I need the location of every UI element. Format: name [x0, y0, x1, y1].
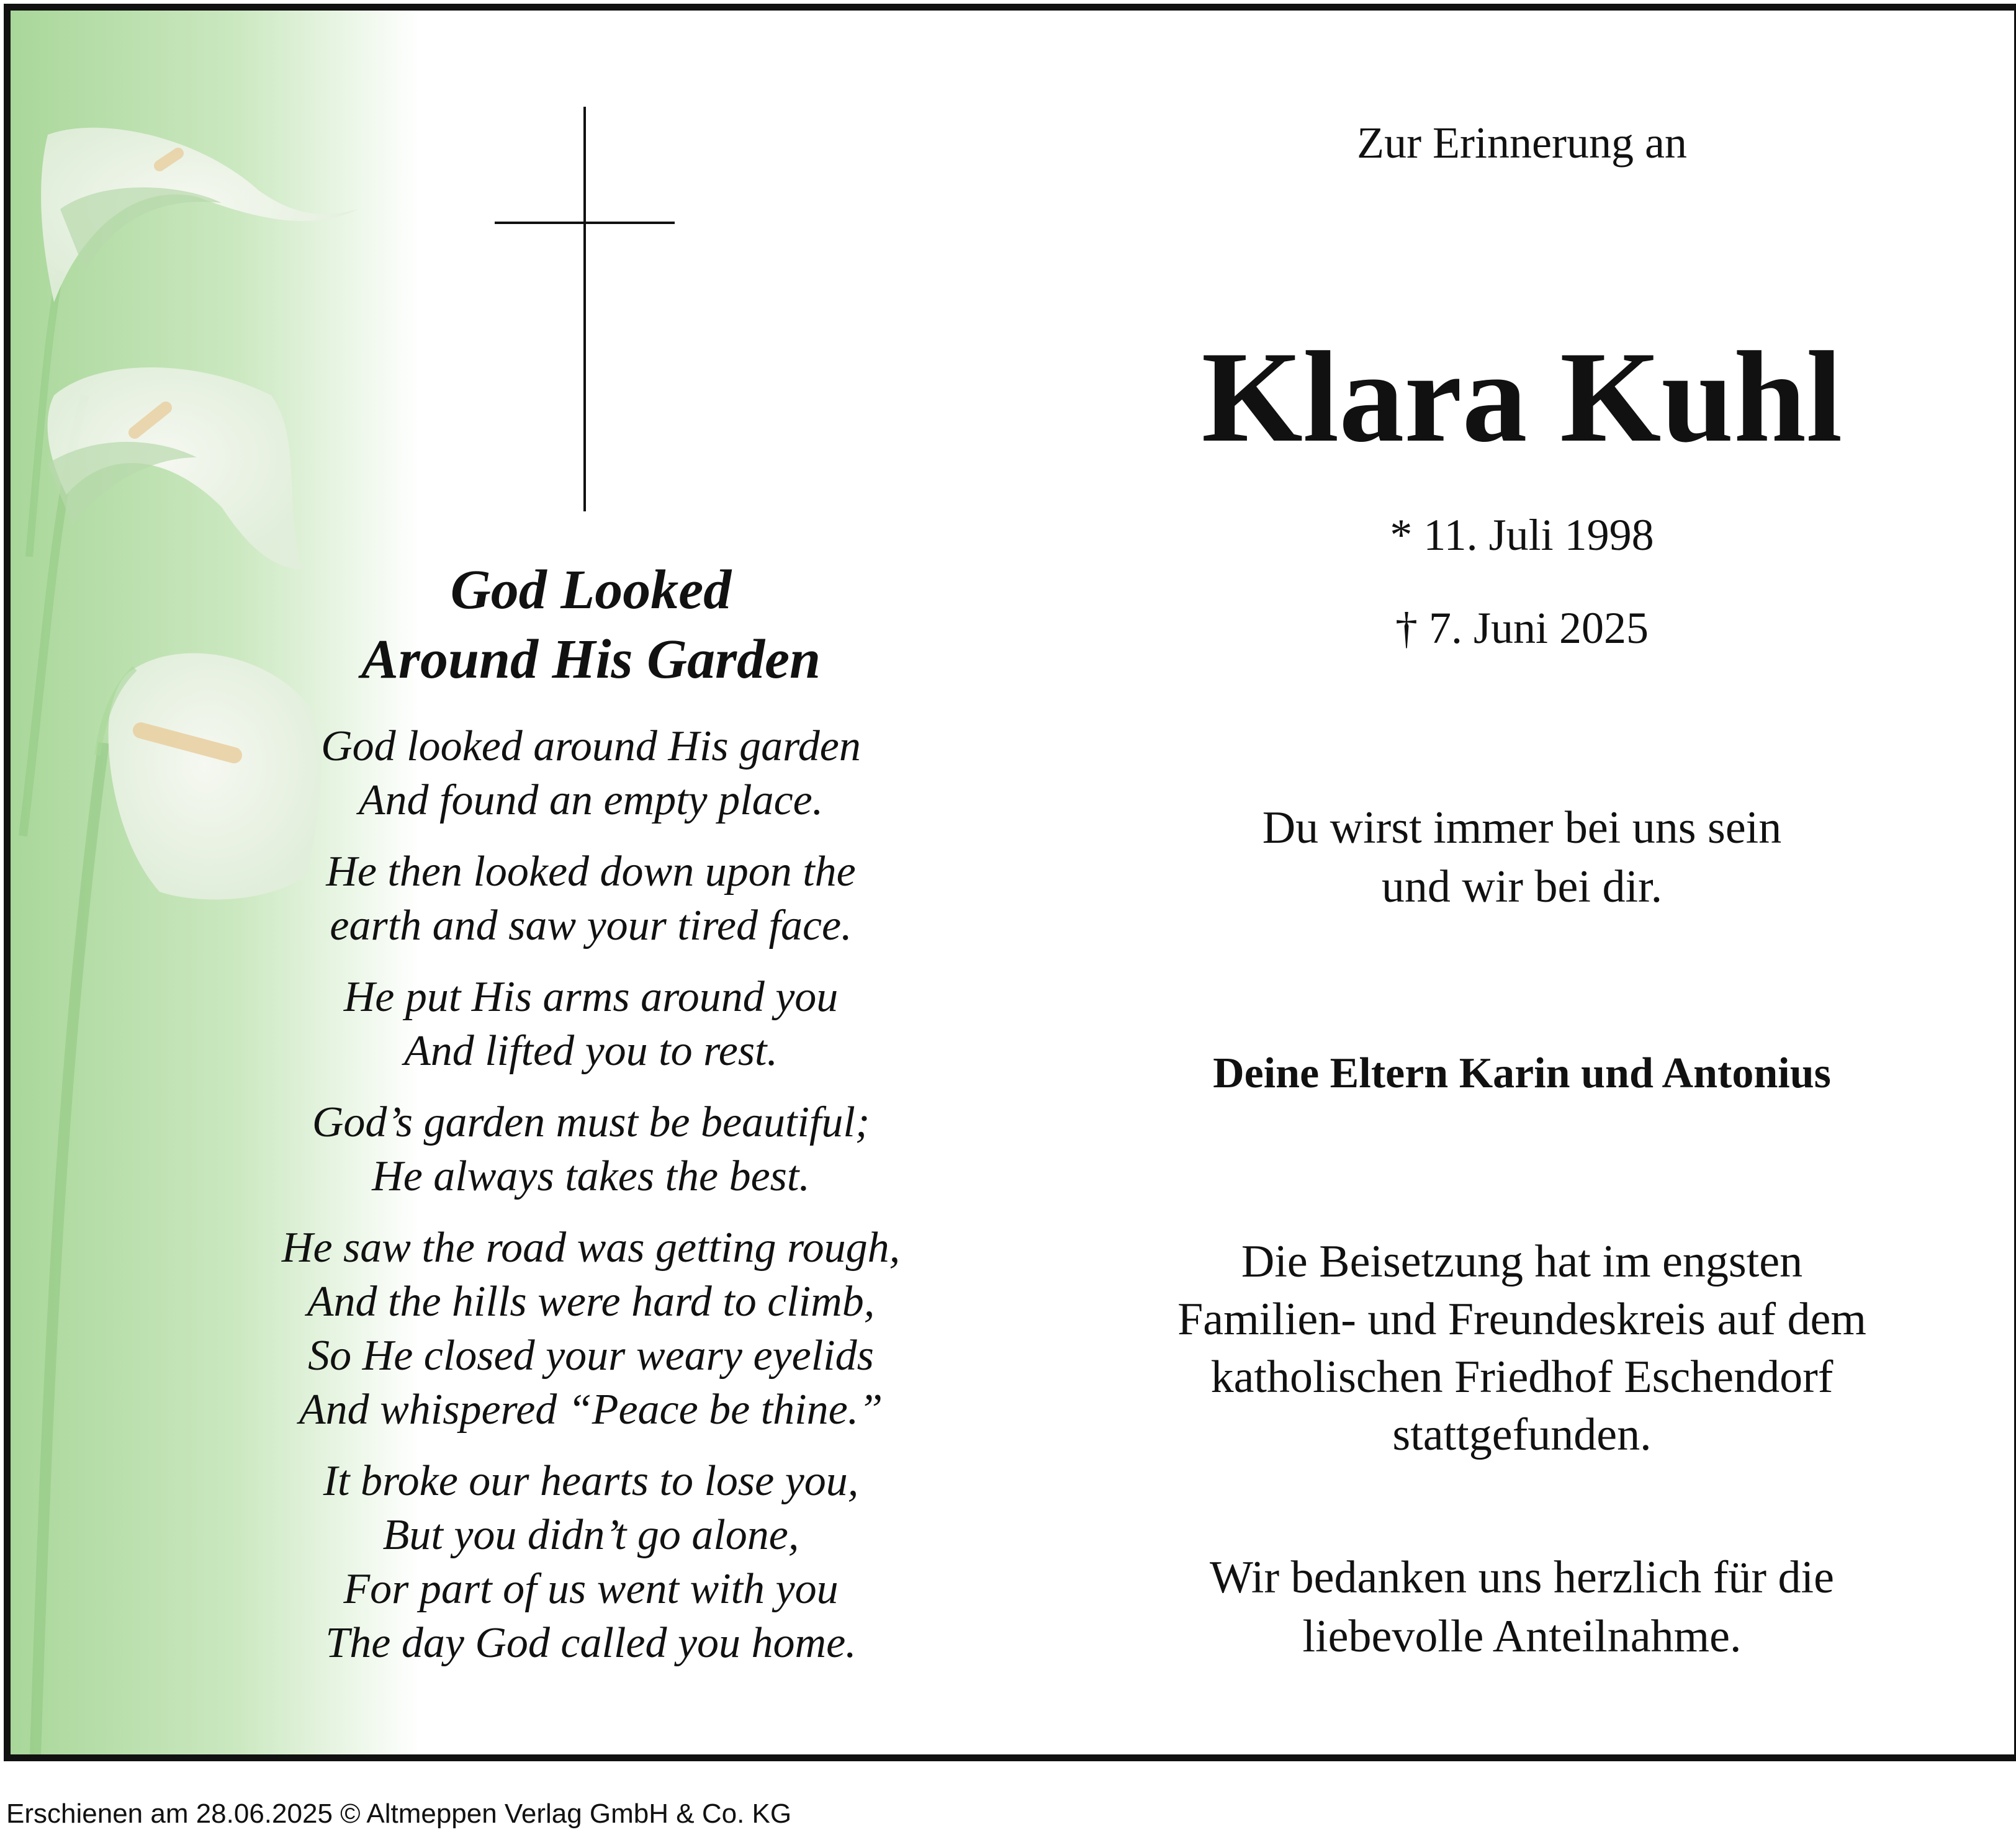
poem-title — [110, 555, 1072, 694]
remembrance-intro: Zur Erinnerung an — [1357, 118, 1687, 168]
farewell-quote — [1084, 799, 1960, 917]
thanks-line: Wir bedanken uns herzlich für die — [1210, 1552, 1834, 1603]
poem-line: He then looked down upon the — [326, 848, 856, 896]
poem-line: He put His arms around you — [343, 973, 839, 1021]
poem-body — [110, 719, 1072, 1687]
publication-footer: Erschienen am 28.06.2025 © Altmeppen Verlag GmbH & Co. KG — [6, 1798, 792, 1829]
burial-line: stattgefunden. — [1392, 1409, 1652, 1460]
burial-line: katholischen Friedhof Eschendorf — [1210, 1352, 1834, 1403]
poem-line: It broke our hearts to lose you, — [323, 1457, 859, 1505]
poem-line: He saw the road was getting rough, — [281, 1224, 901, 1272]
deceased-name: Klara Kuhl — [1201, 325, 1843, 469]
poem-line: For part of us went with you — [343, 1565, 839, 1613]
quote-line: und wir bei dir. — [1381, 861, 1663, 912]
burial-line: Familien- und Freundeskreis auf dem — [1177, 1294, 1866, 1345]
quote-line: Du wirst immer bei uns sein — [1262, 802, 1782, 853]
poem-line: But you didn’t go alone, — [382, 1511, 799, 1559]
poem-line: The day God called you home. — [325, 1619, 857, 1667]
poem-stanza — [110, 845, 1072, 953]
obituary-card — [4, 4, 2016, 1761]
death-date: † 7. Juni 2025 — [1395, 603, 1649, 653]
poem-stanza — [110, 1095, 1072, 1203]
poem-title-line: God Looked — [450, 559, 732, 621]
mourners-signature: Deine Eltern Karin und Antonius — [1213, 1049, 1831, 1097]
poem-stanza — [110, 1221, 1072, 1437]
poem-line: earth and saw your tired face. — [330, 902, 852, 950]
poem-line: So He closed your weary eyelids — [308, 1332, 874, 1380]
burial-notice — [1084, 1233, 1960, 1464]
poem-line: He always takes the best. — [372, 1152, 810, 1200]
thanks-line: liebevolle Anteilnahme. — [1302, 1611, 1742, 1662]
poem-line: And lifted you to rest. — [403, 1027, 778, 1075]
poem-stanza — [110, 719, 1072, 827]
thanks-note — [1084, 1548, 1960, 1666]
poem-line: And found an empty place. — [358, 776, 824, 824]
burial-line: Die Beisetzung hat im engsten — [1241, 1236, 1803, 1287]
latin-cross-icon — [11, 11, 2014, 569]
poem-line: And whispered “Peace be thine.” — [299, 1386, 883, 1434]
birth-date: * 11. Juli 1998 — [1390, 510, 1654, 560]
poem-stanza — [110, 970, 1072, 1078]
poem-title-line: Around His Garden — [361, 629, 821, 690]
poem-line: And the hills were hard to climb, — [307, 1278, 875, 1326]
poem-line: God’s garden must be beautiful; — [312, 1098, 870, 1146]
poem-line: God looked around His garden — [321, 722, 861, 770]
poem-stanza — [110, 1454, 1072, 1670]
